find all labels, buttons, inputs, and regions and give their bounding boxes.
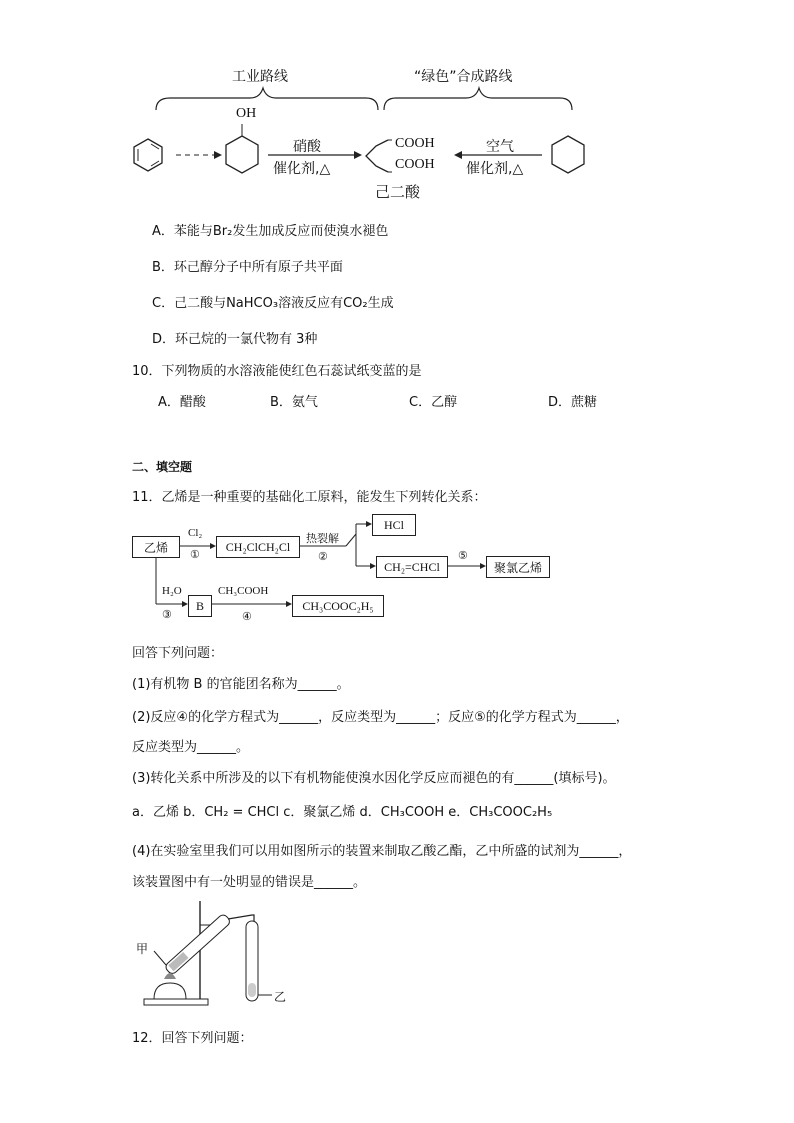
- q10-option-b: B．氨气: [270, 395, 318, 410]
- box-hcl: HCl: [372, 514, 416, 536]
- section-title: 二、填空题: [132, 460, 193, 474]
- q11-stem: 11．乙烯是一种重要的基础化工原料，能发生下列转化关系：: [132, 490, 487, 505]
- cooh-bottom: COOH: [395, 157, 435, 172]
- green-brace: [384, 88, 572, 110]
- step-3-label: ③: [162, 608, 172, 621]
- q10-option-c: C．乙醇: [409, 395, 458, 410]
- industrial-brace: [156, 88, 378, 110]
- q12-stem: 12．回答下列问题：: [132, 1031, 253, 1046]
- q10-option-d: D．蔗糖: [548, 395, 598, 410]
- cyclohexane-ring: [552, 136, 584, 173]
- step-1-label: ①: [190, 548, 200, 561]
- adipic-acid-chain: [366, 140, 388, 172]
- q11-part-4b: 该装置图中有一处明显的错误是______。: [132, 875, 367, 890]
- cyclohexanol-ring: [226, 136, 258, 173]
- q11-part-3: (3)转化关系中所涉及的以下有机物能使溴水因化学反应而褪色的有______(填标号)。: [132, 771, 616, 786]
- option-d: D．环己烷的一氯代物有 3种: [152, 332, 318, 347]
- q10-option-a: A．醋酸: [158, 395, 206, 410]
- reagent-cl2: Cl₂: [188, 527, 203, 539]
- test-tube-jia: [164, 913, 231, 975]
- step-4-label: ④: [242, 610, 252, 623]
- reaction-arrow-nitric-head: [354, 151, 362, 159]
- adipic-acid-label: 己二酸: [375, 183, 421, 201]
- box-ethyl-acetate: CH₃COOC₂H₅: [292, 595, 384, 617]
- option-c: C．己二酸与NaHCO₃溶液反应有CO₂生成: [152, 296, 394, 311]
- q11-part-3-options: a．乙烯 b．CH₂ = CHCl c．聚氯乙烯 d．CH₃COOH e．CH₃COOC₂H₅: [132, 805, 553, 820]
- label-yi: 乙: [274, 990, 287, 1004]
- pyrolysis-label: 热裂解: [306, 532, 339, 545]
- option-a: A．苯能与Br₂发生加成反应而使溴水褪色: [152, 224, 389, 239]
- industrial-route-label: 工业路线: [232, 69, 288, 85]
- option-b: B．环己醇分子中所有原子共平面: [152, 260, 343, 275]
- reagent-air: 空气: [486, 139, 514, 155]
- reagent-acetic-acid: CH₃COOH: [218, 585, 269, 597]
- box-b: B: [188, 595, 212, 617]
- box-pvc: 聚氯乙烯: [486, 556, 550, 578]
- q11-part-2b: 反应类型为______。: [132, 740, 250, 755]
- alcohol-lamp: [154, 983, 186, 999]
- catalyst-heat-left: 催化剂,△: [273, 161, 331, 177]
- box-dichloroethane: CH₂ClCH₂Cl: [216, 536, 300, 558]
- answer-intro: 回答下列问题：: [132, 646, 224, 661]
- oh-label: OH: [236, 106, 257, 121]
- cooh-top: COOH: [395, 136, 435, 151]
- label-jia: 甲: [136, 942, 149, 956]
- q10-stem: 10．下列物质的水溶液能使红色石蕊试纸变蓝的是: [132, 364, 422, 379]
- dashed-arrow-head: [214, 151, 222, 159]
- stand-base: [144, 999, 208, 1005]
- synthesis-route-structures: [130, 84, 600, 184]
- reaction-arrow-air-head: [454, 151, 462, 159]
- reagent-nitric-acid: 硝酸: [293, 139, 321, 155]
- box-vinyl-chloride: CH₂=CHCl: [376, 556, 448, 578]
- green-route-label: “绿色”合成路线: [414, 69, 513, 85]
- q11-part-1: (1)有机物 B 的官能团名称为______。: [132, 677, 350, 692]
- q11-part-2a: (2)反应④的化学方程式为______，反应类型为______；反应⑤的化学方程式为______，: [132, 710, 629, 725]
- reagent-h2o: H₂O: [162, 585, 182, 597]
- step-2-label: ②: [318, 550, 328, 563]
- q11-part-4a: (4)在实验室里我们可以用如图所示的装置来制取乙酸乙酯，乙中所盛的试剂为______，: [132, 844, 632, 859]
- step-5-label: ⑤: [458, 549, 468, 562]
- catalyst-heat-right: 催化剂,△: [466, 161, 524, 177]
- box-ethylene: 乙烯: [132, 536, 180, 558]
